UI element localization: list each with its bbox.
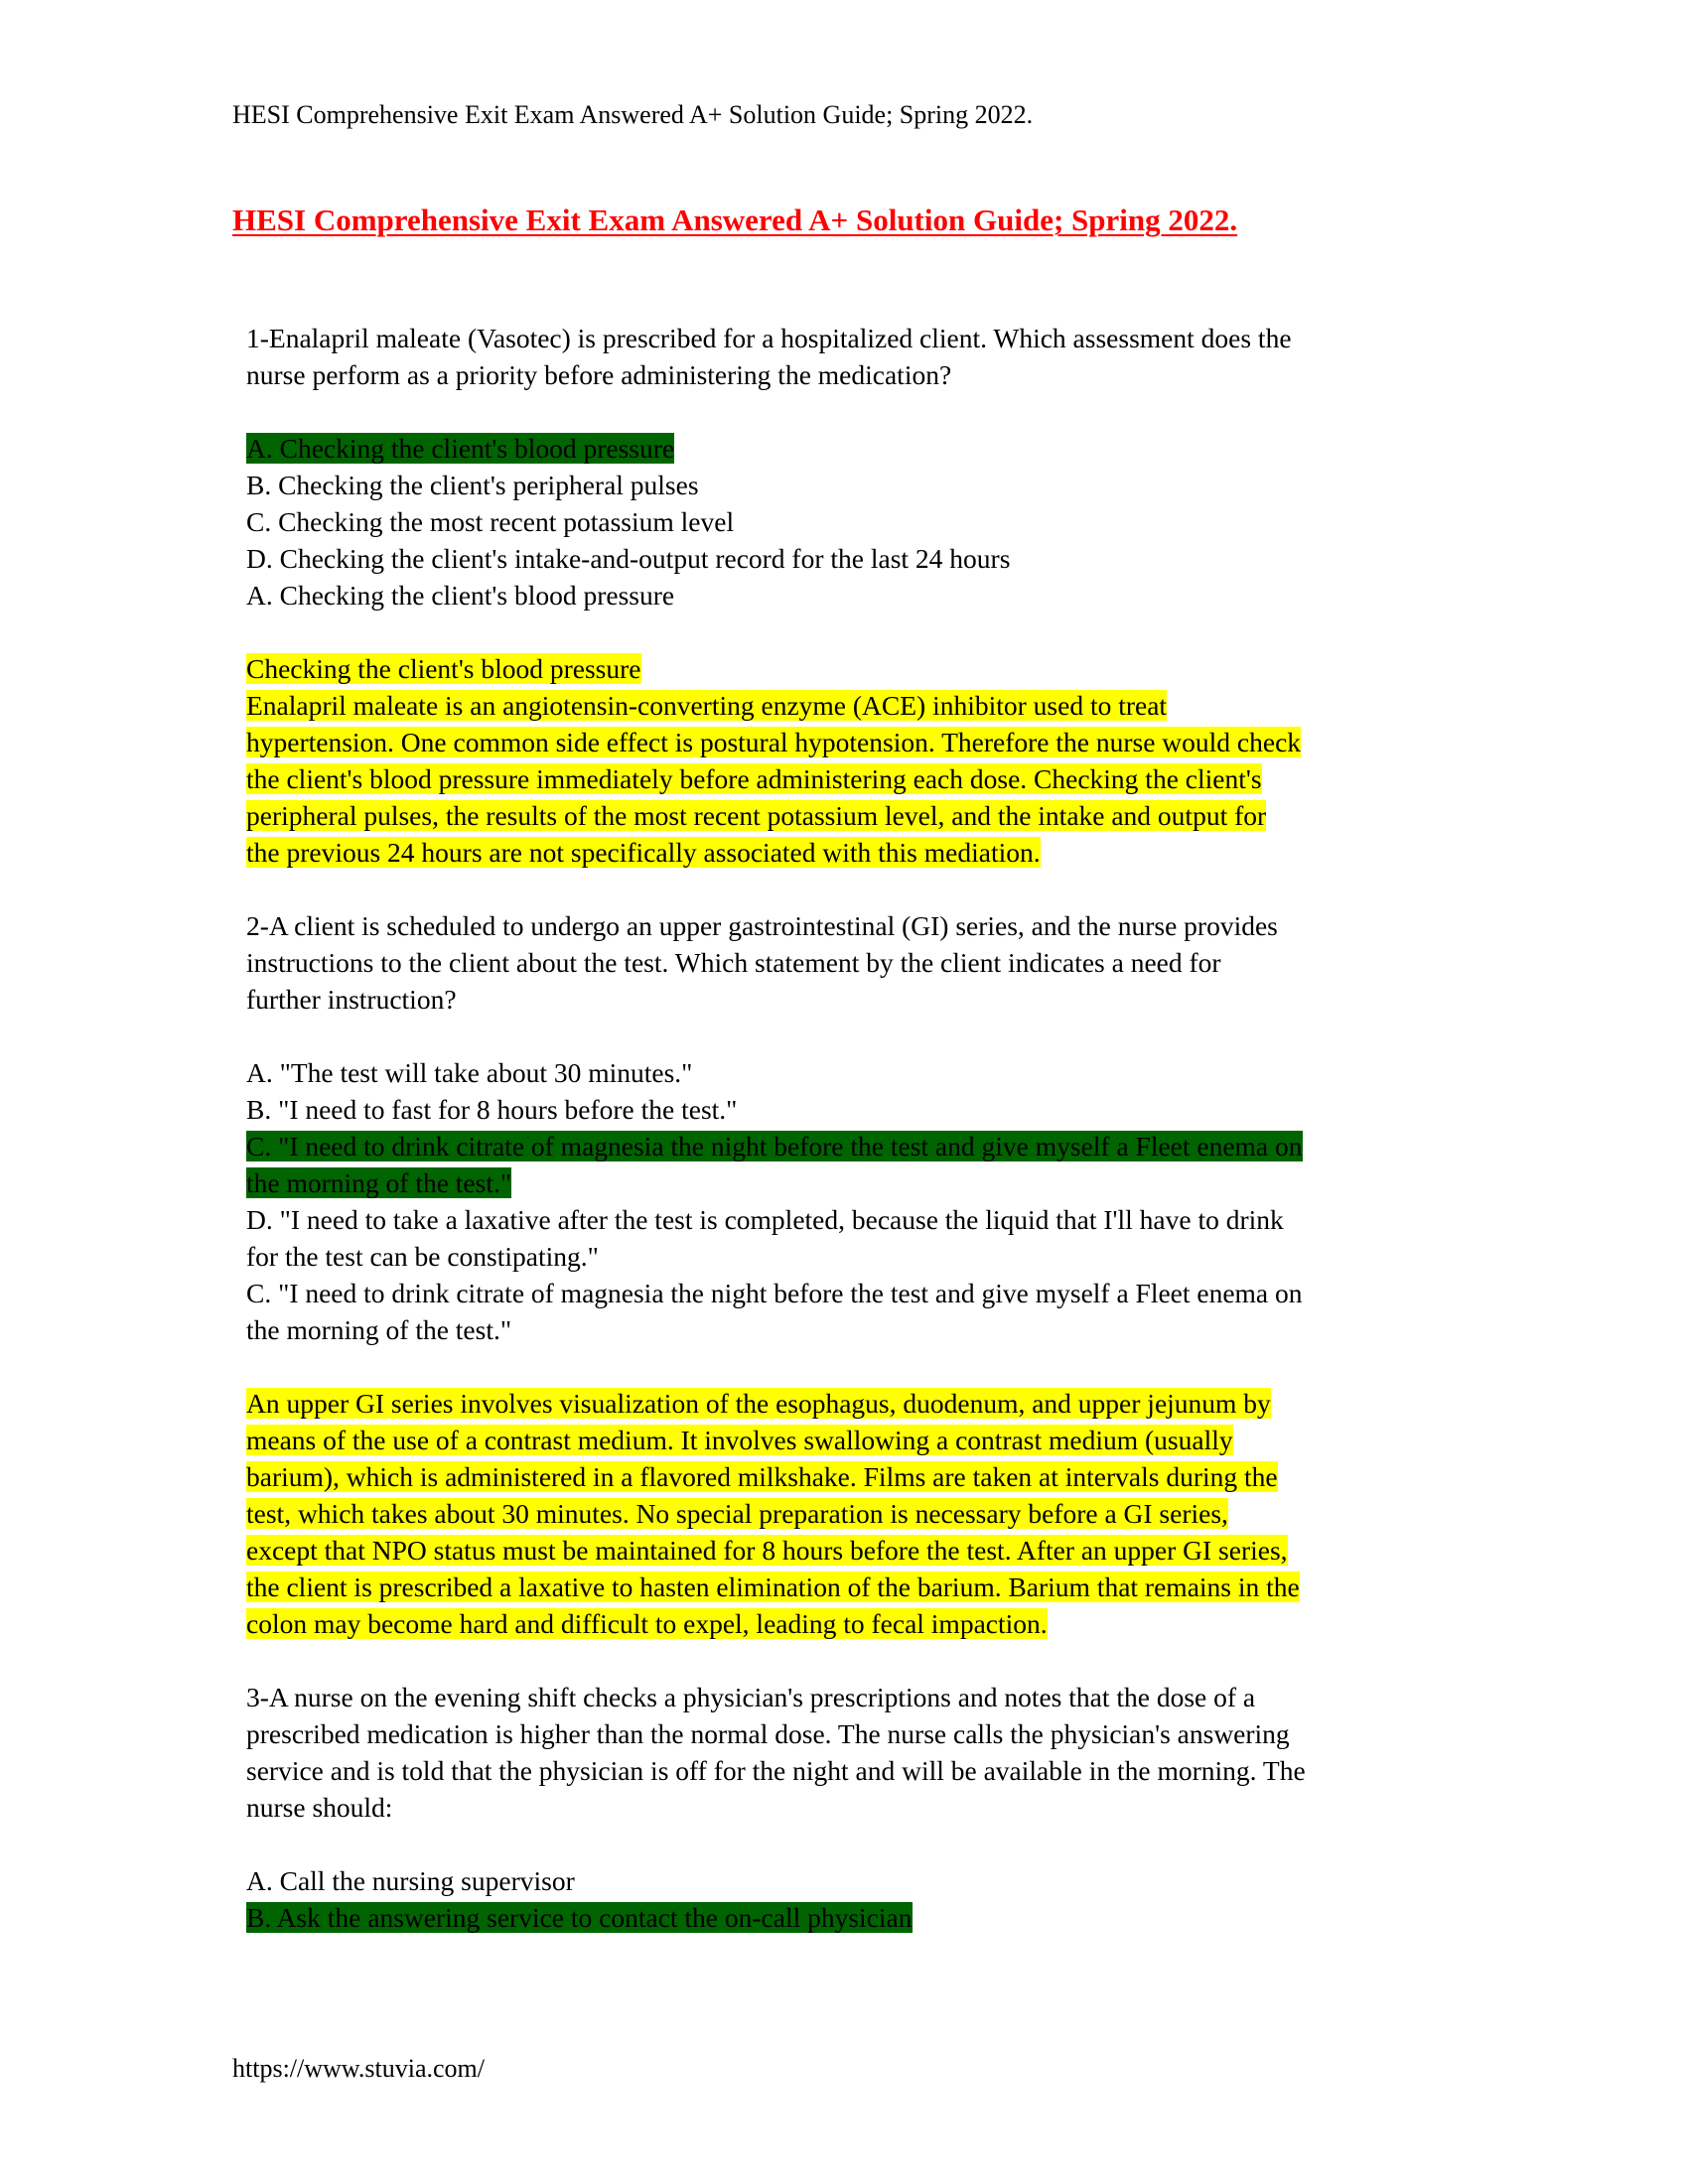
running-header: HESI Comprehensive Exit Exam Answered A+ Solution Guide; Spring 2022. — [232, 100, 1034, 129]
question-1 — [246, 320, 1438, 871]
question-3 — [246, 1679, 1438, 1936]
document-title: HESI Comprehensive Exit Exam Answered A+ Solution Guide; Spring 2022. — [232, 203, 1238, 237]
question-stem-line: service and is told that the physician is off for the night and will be available in the morning. The — [246, 1755, 1306, 1786]
rationale-line: colon may become hard and difficult to expel, leading to fecal impaction. — [246, 1608, 1048, 1639]
spacer — [246, 1826, 1438, 1862]
rationale-line: the client is prescribed a laxative to hasten elimination of the barium. Barium that remains in the — [246, 1571, 1300, 1602]
answer-option: A. "The test will take about 30 minutes." — [246, 1057, 693, 1088]
answer-option-correct: the morning of the test." — [246, 1167, 512, 1198]
question-stem-line: instructions to the client about the test. Which statement by the client indicates a need for — [246, 947, 1221, 978]
answer-option: for the test can be constipating." — [246, 1241, 599, 1272]
rationale-line: means of the use of a contrast medium. It involves swallowing a contrast medium (usually — [246, 1425, 1233, 1455]
question-stem-line: nurse perform as a priority before administering the medication? — [246, 359, 952, 390]
footer-url: https://www.stuvia.com/ — [232, 2054, 485, 2083]
question-stem-line: nurse should: — [246, 1792, 393, 1823]
question-stem-line: 3-A nurse on the evening shift checks a physician's prescriptions and notes that the dose of a — [246, 1682, 1256, 1712]
spacer — [246, 614, 1438, 650]
spacer — [246, 871, 1438, 907]
answer-restated: the morning of the test." — [246, 1314, 512, 1345]
spacer — [246, 1642, 1438, 1679]
answer-option: C. Checking the most recent potassium level — [246, 506, 735, 537]
rationale-line: hypertension. One common side effect is postural hypotension. Therefore the nurse would check — [246, 727, 1302, 757]
rationale-line: Enalapril maleate is an angiotensin-converting enzyme (ACE) inhibitor used to treat — [246, 690, 1168, 721]
answer-option: B. Checking the client's peripheral pulses — [246, 470, 699, 500]
rationale-line: the previous 24 hours are not specifically associated with this mediation. — [246, 837, 1041, 868]
question-stem-line: 1-Enalapril maleate (Vasotec) is prescribed for a hospitalized client. Which assessment does the — [246, 323, 1292, 353]
answer-option: B. "I need to fast for 8 hours before the test." — [246, 1094, 738, 1125]
rationale-line: Checking the client's blood pressure — [246, 653, 641, 684]
spacer — [246, 1018, 1438, 1054]
question-stem-line: 2-A client is scheduled to undergo an upper gastrointestinal (GI) series, and the nurse provides — [246, 910, 1278, 941]
answer-restated: A. Checking the client's blood pressure — [246, 580, 675, 611]
answer-option-correct: C. "I need to drink citrate of magnesia the night before the test and give myself a Fleet enema on — [246, 1131, 1303, 1161]
answer-option: D. "I need to take a laxative after the test is completed, because the liquid that I'll have to drink — [246, 1204, 1284, 1235]
rationale-line: An upper GI series involves visualization of the esophagus, duodenum, and upper jejunum by — [246, 1388, 1271, 1419]
answer-option-correct: B. Ask the answering service to contact the on-call physician — [246, 1902, 913, 1933]
spacer — [246, 1348, 1438, 1385]
answer-restated: C. "I need to drink citrate of magnesia the night before the test and give myself a Fleet enema on — [246, 1278, 1303, 1308]
question-2 — [246, 907, 1438, 1642]
rationale-line: the client's blood pressure immediately before administering each dose. Checking the client's — [246, 763, 1262, 794]
answer-option: A. Call the nursing supervisor — [246, 1865, 575, 1896]
spacer — [246, 393, 1438, 430]
answer-option: D. Checking the client's intake-and-output record for the last 24 hours — [246, 543, 1011, 574]
rationale-line: except that NPO status must be maintained for 8 hours before the test. After an upper GI series, — [246, 1535, 1288, 1566]
question-stem-line: further instruction? — [246, 984, 457, 1015]
answer-option-correct: A. Checking the client's blood pressure — [246, 433, 675, 464]
question-stem-line: prescribed medication is higher than the normal dose. The nurse calls the physician's answering — [246, 1718, 1290, 1749]
rationale-line: peripheral pulses, the results of the most recent potassium level, and the intake and output for — [246, 800, 1267, 831]
rationale-line: barium), which is administered in a flavored milkshake. Films are taken at intervals during the — [246, 1461, 1278, 1492]
rationale-line: test, which takes about 30 minutes. No special preparation is necessary before a GI series, — [246, 1498, 1228, 1529]
document-body — [246, 320, 1438, 1936]
